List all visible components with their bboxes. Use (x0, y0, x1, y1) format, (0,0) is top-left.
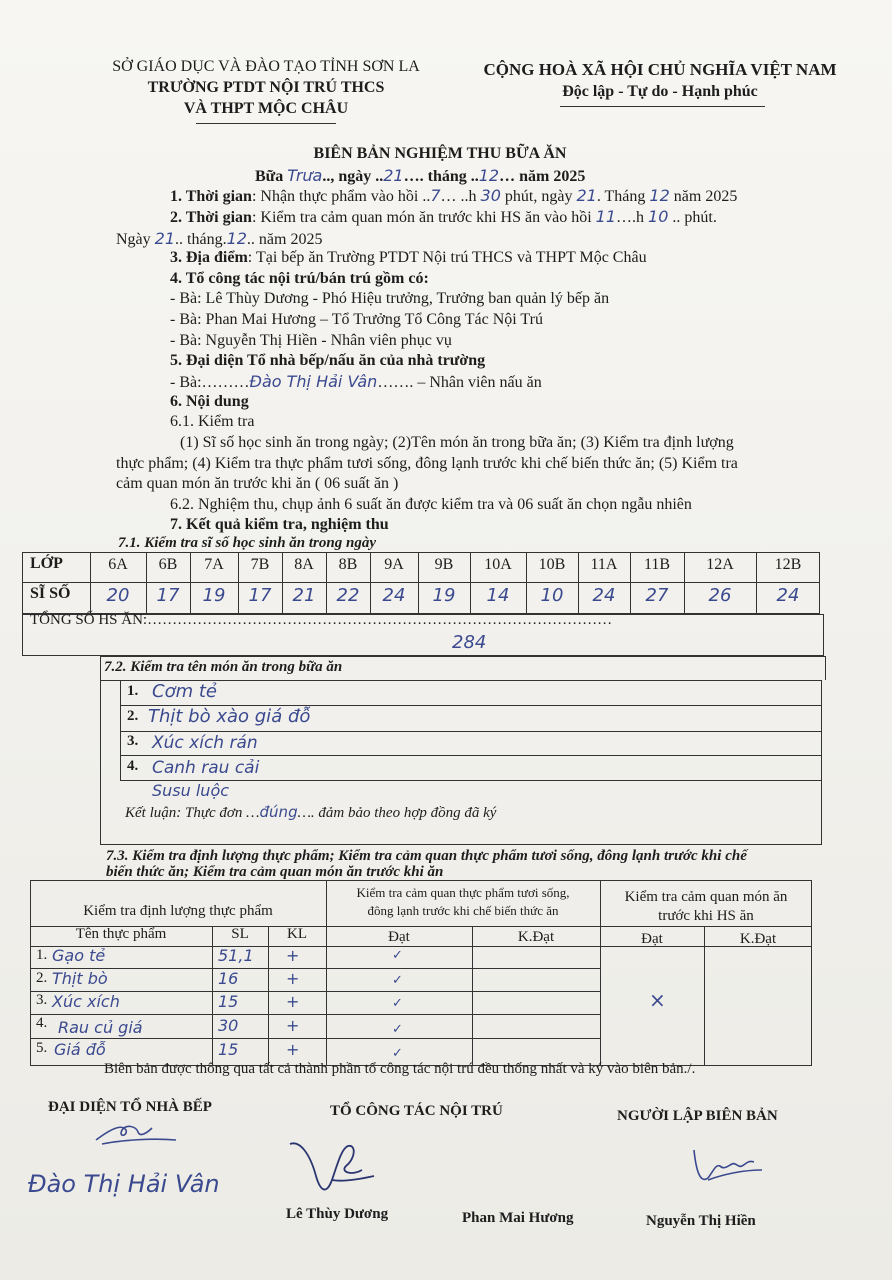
class-count-cell: 21 (292, 585, 316, 606)
food-1-pass: ✓ (392, 948, 403, 963)
food-5-pass: ✓ (392, 1046, 403, 1061)
food-3-name: Xúc xích (52, 992, 120, 1011)
food-1-sl: 51,1 (218, 946, 254, 965)
col-food: Tên thực phẩm (75, 926, 167, 942)
food-4-kl: + (286, 1016, 300, 1035)
dish-2-name: Thịt bò xào giá đỗ (148, 706, 311, 727)
dish-1-num: 1. (127, 683, 139, 699)
food-1-kl: + (286, 946, 300, 965)
writer-signer: Nguyễn Thị Hiền (646, 1213, 756, 1229)
header-republic: CỘNG HOÀ XÃ HỘI CHỦ NGHĨA VIỆT NAM (483, 60, 837, 79)
header-school-line1: TRƯỜNG PTDT NỘI TRÚ THCS (147, 79, 385, 96)
fresh-header-2: đông lạnh trước khi chế biến thức ăn (367, 903, 559, 918)
food-1-num: 1. (36, 947, 48, 963)
dish-5-name: Susu luộc (152, 781, 230, 800)
writer-signature (688, 1140, 768, 1190)
kitchen-signer-name: Đào Thị Hải Vân (28, 1170, 220, 1198)
qty-header: Kiểm tra định lượng thực phẩm (83, 903, 273, 919)
row-label-class: LỚP (30, 555, 63, 572)
col-pass-2: Đạt (641, 931, 663, 947)
food-4-num: 4. (36, 1015, 48, 1031)
class-name-cell: 8A (294, 556, 314, 573)
total-value: 284 (452, 632, 487, 653)
cook-line: - Bà:………Đào Thị Hải Vân……. – Nhân viên nấu ăn (170, 372, 542, 391)
dish-3-name: Xúc xích rán (152, 733, 258, 753)
class-name-cell: 10A (484, 556, 512, 573)
kitchen-sign-title: ĐẠI DIỆN TỔ NHÀ BẾP (48, 1099, 212, 1115)
section-2-time: 2. Thời gian: Kiểm tra cảm quan món ăn trước khi HS ăn vào hồi 11….h 10 .. phút. (170, 207, 717, 226)
class-name-cell: 6B (158, 556, 178, 573)
class-count-cell: 19 (432, 585, 456, 606)
food-1-name: Gạo tẻ (52, 946, 106, 965)
writer-sign-title: NGƯỜI LẬP BIÊN BẢN (617, 1108, 778, 1124)
team-signer-2: Phan Mai Hương (462, 1210, 574, 1226)
menu-conclusion: Kết luận: Thực đơn …đúng…. đảm bảo theo hợp đồng đã ký (125, 803, 497, 821)
class-count-cell: 19 (202, 585, 226, 606)
food-2-num: 2. (36, 970, 48, 986)
col-pass: Đạt (388, 929, 410, 945)
class-name-cell: 11B (643, 556, 671, 573)
class-name-cell: 12B (774, 556, 802, 573)
col-sl: SL (231, 926, 249, 942)
header-motto: Độc lập - Tự do - Hạnh phúc (562, 83, 758, 100)
food-4-pass: ✓ (392, 1022, 403, 1037)
food-5-num: 5. (36, 1040, 48, 1056)
class-name-cell: 8B (338, 556, 358, 573)
section-6-para-2: thực phẩm; (4) Kiểm tra thực phẩm tươi sống, đông lạnh trước khi chế biến thức ăn; (5) Kiểm tra (116, 455, 738, 472)
col-fail-2: K.Đạt (739, 931, 777, 947)
class-count-cell: 17 (248, 585, 272, 606)
dish-2-num: 2. (127, 708, 139, 724)
class-count-cell: 22 (336, 585, 360, 606)
food-3-num: 3. (36, 992, 48, 1008)
section-7-2-heading: 7.2. Kiểm tra tên món ăn trong bữa ăn (104, 659, 343, 675)
section-6-para-3: cảm quan món ăn trước khi ăn ( 06 suất ăn ) (116, 475, 399, 492)
class-name-cell: 9B (434, 556, 454, 573)
food-5-sl: 15 (218, 1040, 239, 1059)
class-name-cell: 12A (706, 556, 734, 573)
member-2: - Bà: Phan Mai Hương – Tổ Trưởng Tổ Công Tác Nội Trú (170, 311, 543, 328)
section-5-heading: 5. Đại diện Tổ nhà bếp/nấu ăn của nhà trường (170, 352, 486, 369)
food-4-name: Rau củ giá (58, 1018, 143, 1037)
section-7-1-heading: 7.1. Kiểm tra sĩ số học sinh ăn trong ngày (118, 535, 376, 551)
class-count-cell: 20 (106, 585, 130, 606)
dish-1-name: Cơm tẻ (152, 681, 217, 702)
header-right-underline (560, 106, 765, 107)
section-6-1: 6.1. Kiểm tra (170, 413, 255, 430)
class-name-cell: 9A (384, 556, 404, 573)
food-4-sl: 30 (218, 1016, 239, 1035)
class-count-cell: 27 (645, 585, 669, 606)
class-name-cell: 7A (204, 556, 224, 573)
class-name-cell: 10B (538, 556, 566, 573)
class-name-cell: 6A (108, 556, 128, 573)
header-ministry: SỞ GIÁO DỤC VÀ ĐÀO TẠO TỈNH SƠN LA (112, 58, 420, 75)
team-signature (286, 1136, 386, 1204)
section-6-2: 6.2. Nghiệm thu, chụp ảnh 6 suất ăn được kiểm tra và 06 suất ăn chọn ngẫu nhiên (170, 496, 692, 513)
food-5-kl: + (286, 1040, 300, 1059)
class-count-cell: 14 (486, 585, 510, 606)
class-count-cell: 17 (156, 585, 180, 606)
food-2-kl: + (286, 969, 300, 988)
dish-4-name: Canh rau cải (152, 758, 260, 778)
header-left-underline (196, 123, 336, 124)
class-name-cell: 7B (250, 556, 270, 573)
class-count-cell: 24 (382, 585, 406, 606)
section-1-time: 1. Thời gian: Nhận thực phẩm vào hồi ..7… ..h 30 phút, ngày 21. Tháng 12 năm 2025 (170, 186, 738, 205)
sense-header-2: trước khi HS ăn (658, 908, 754, 924)
section-6-heading: 6. Nội dung (170, 393, 249, 410)
row-label-count: SĨ SỐ (30, 585, 71, 602)
member-1: - Bà: Lê Thùy Dương - Phó Hiệu trưởng, Trưởng ban quản lý bếp ăn (170, 290, 610, 307)
section-2-date: Ngày 21.. tháng.12.. năm 2025 (116, 229, 323, 248)
col-kl: KL (287, 926, 307, 942)
food-3-pass: ✓ (392, 996, 403, 1011)
section-3-location: 3. Địa điểm: Tại bếp ăn Trường PTDT Nội trú THCS và THPT Mộc Châu (170, 249, 647, 266)
food-2-sl: 16 (218, 969, 239, 988)
member-3: - Bà: Nguyễn Thị Hiền - Nhân viên phục vụ (170, 332, 452, 349)
fresh-header-1: Kiểm tra cảm quan thực phẩm tươi sống, (356, 885, 570, 900)
food-2-pass: ✓ (392, 973, 403, 988)
class-count-cell: 26 (708, 585, 732, 606)
meal-date-line: Bữa Trưa.., ngày ..21…. tháng ..12… năm 2025 (255, 166, 586, 185)
kitchen-signature (92, 1118, 182, 1150)
class-count-cell: 24 (776, 585, 800, 606)
food-3-kl: + (286, 992, 300, 1011)
col-fail: K.Đạt (517, 929, 555, 945)
header-school-line2: VÀ THPT MỘC CHÂU (183, 100, 349, 117)
sense-header-1: Kiểm tra cảm quan món ăn (624, 889, 788, 905)
section-6-para-1: (1) Sĩ số học sinh ăn trong ngày; (2)Tên món ăn trong bữa ăn; (3) Kiểm tra định lượng (180, 434, 734, 451)
sense-pass-mark: × (649, 988, 666, 1012)
document-title: BIÊN BẢN NGHIỆM THU BỮA ĂN (313, 145, 567, 162)
class-count-cell: 10 (540, 585, 564, 606)
section-4-heading: 4. Tổ công tác nội trú/bán trú gồm có: (170, 270, 429, 287)
class-count-cell: 24 (592, 585, 616, 606)
team-sign-title: TỔ CÔNG TÁC NỘI TRÚ (330, 1103, 503, 1119)
total-label: TỔNG SỐ HS ĂN:………………………………………………………………………………… (30, 612, 613, 628)
dish-3-num: 3. (127, 733, 139, 749)
dish-4-num: 4. (127, 758, 139, 774)
food-2-name: Thịt bò (52, 969, 108, 988)
team-signer-1: Lê Thùy Dương (286, 1206, 389, 1222)
food-3-sl: 15 (218, 992, 239, 1011)
section-7-3-line2: biến thức ăn; Kiểm tra cảm quan món ăn trước khi ăn (106, 864, 444, 880)
class-name-cell: 11A (590, 556, 618, 573)
food-5-name: Giá đỗ (54, 1040, 106, 1059)
section-7-heading: 7. Kết quả kiểm tra, nghiệm thu (170, 516, 389, 533)
section-7-3-line1: 7.3. Kiểm tra định lượng thực phẩm; Kiểm tra cảm quan thực phẩm tươi sống, đông lạnh trước khi chế (106, 848, 747, 864)
closing-statement: Biên bản được thông qua tất cả thành phần tổ công tác nội trú đều thống nhất và ký vào biên bản./. (104, 1061, 696, 1077)
